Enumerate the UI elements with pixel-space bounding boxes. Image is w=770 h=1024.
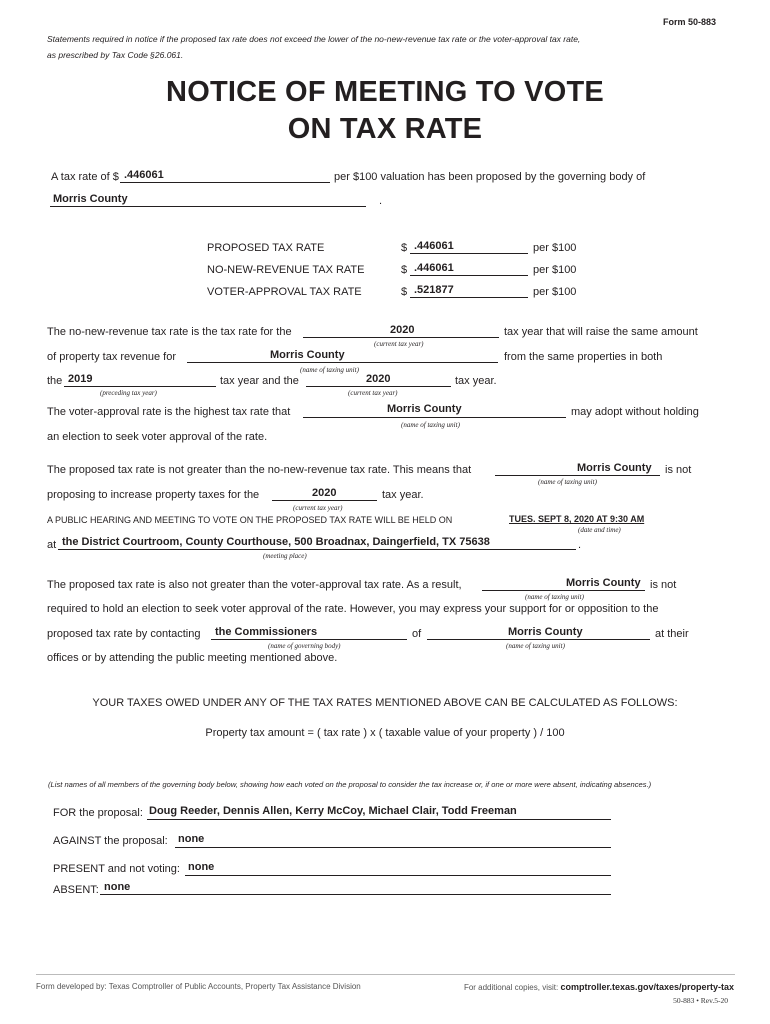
footer-rule xyxy=(36,974,735,975)
va-text-2: may adopt without holding xyxy=(571,406,699,418)
present-label: PRESENT and not voting: xyxy=(53,863,180,875)
nnr-unit[interactable]: Morris County xyxy=(270,349,345,361)
va-unit-line xyxy=(303,417,566,418)
vang-text-1: The proposed tax rate is also not greater than the voter-approval tax rate. As a result, xyxy=(47,579,462,591)
rate-line-proposed xyxy=(410,253,528,254)
absent-label: ABSENT: xyxy=(53,884,99,896)
hearing-at: at xyxy=(47,539,57,551)
against-value[interactable]: none xyxy=(178,833,205,845)
nnr-text-7: tax year. xyxy=(455,375,497,387)
vang-gov[interactable]: the Commissioners xyxy=(215,626,318,638)
absent-value[interactable]: none xyxy=(104,881,131,893)
for-value[interactable]: Doug Reeder, Dennis Allen, Kerry McCoy, Michael Clair, Todd Freeman xyxy=(149,805,517,817)
hearing-date-caption: (date and time) xyxy=(578,526,621,534)
nnr-text-5: the xyxy=(47,375,63,387)
nnr-unit-line xyxy=(187,362,498,363)
title-line-1: NOTICE OF MEETING TO VOTE xyxy=(166,76,604,108)
vang-of: of xyxy=(412,628,422,640)
form-number: Form 50-883 xyxy=(662,17,716,27)
intro-body-line xyxy=(50,206,366,207)
hearing-date[interactable]: TUES. SEPT 8, 2020 AT 9:30 AM xyxy=(509,514,645,524)
list-note: (List names of all members of the governing body below, showing how each voted on the proposal to consider the tax increase or, if one or more were absent, indicating absences.) xyxy=(48,780,652,789)
footer-right xyxy=(464,982,734,992)
nnr-prev-year[interactable]: 2019 xyxy=(68,373,93,385)
hearing-place-caption: (meeting place) xyxy=(263,552,307,560)
against-line xyxy=(175,847,611,848)
rate-dollar-proposed: $ xyxy=(401,242,408,254)
intro-period: . xyxy=(379,195,383,207)
hearing-place[interactable]: the District Courtroom, County Courthouse, 500 Broadnax, Daingerfield, TX 75638 xyxy=(62,536,490,548)
for-label: FOR the proposal: xyxy=(53,807,143,819)
nnr-text-6: tax year and the xyxy=(220,375,299,387)
vang-unit-caption: (name of taxing unit) xyxy=(525,593,584,601)
for-line xyxy=(147,819,611,820)
nnr-unit-caption: (name of taxing unit) xyxy=(300,366,359,374)
ng-text-1: The proposed tax rate is not greater than the no-new-revenue tax rate. This means that xyxy=(47,464,472,476)
rate-value-va[interactable]: .521877 xyxy=(414,284,454,296)
intro-body[interactable]: Morris County xyxy=(53,193,128,205)
ng-text-4: tax year. xyxy=(382,489,424,501)
statement-line-1: Statements required in notice if the proposed tax rate does not exceed the lower of the no-new-revenue tax rate or the voter-approval tax rate, xyxy=(47,34,581,44)
rate-dollar-nnr: $ xyxy=(401,264,408,276)
vang-unit-line xyxy=(482,590,645,591)
ng-unit-caption: (name of taxing unit) xyxy=(538,478,597,486)
vang-text-5: at their xyxy=(655,628,689,640)
present-value[interactable]: none xyxy=(188,861,215,873)
rate-per-proposed: per $100 xyxy=(533,242,577,254)
nnr-cur-year-line xyxy=(306,386,451,387)
ng-unit[interactable]: Morris County xyxy=(577,462,652,474)
va-text-3: an election to seek voter approval of the rate. xyxy=(47,431,268,443)
rate-per-nnr: per $100 xyxy=(533,264,577,276)
hearing-period: . xyxy=(578,539,582,551)
vang-text-6: offices or by attending the public meeting mentioned above. xyxy=(47,652,338,664)
intro-middle: per $100 valuation has been proposed by the governing body of xyxy=(334,171,646,183)
rate-label-nnr: NO-NEW-REVENUE TAX RATE xyxy=(207,264,365,276)
nnr-year-caption: (current tax year) xyxy=(374,340,424,348)
rate-label-va: VOTER-APPROVAL TAX RATE xyxy=(207,286,362,298)
ng-year[interactable]: 2020 xyxy=(312,487,337,499)
ng-text-3: proposing to increase property taxes for the xyxy=(47,489,260,501)
vang-unit2[interactable]: Morris County xyxy=(508,626,583,638)
nnr-text-1: The no-new-revenue tax rate is the tax rate for the xyxy=(47,326,292,338)
footer-rev: 50-883 • Rev.5-20 xyxy=(673,996,728,1005)
rate-value-proposed[interactable]: .446061 xyxy=(414,240,454,252)
nnr-text-4: from the same properties in both xyxy=(504,351,663,363)
vang-gov-line xyxy=(211,639,407,640)
footer-right-prefix: For additional copies, visit: xyxy=(463,983,559,992)
nnr-cur-year[interactable]: 2020 xyxy=(366,373,391,385)
ng-year-line xyxy=(272,500,377,501)
va-text-1: The voter-approval rate is the highest tax rate that xyxy=(47,406,291,418)
footer-left: Form developed by: Texas Comptroller of Public Accounts, Property Tax Assistance Division xyxy=(36,982,361,991)
va-unit-caption: (name of taxing unit) xyxy=(401,421,460,429)
rate-label-proposed: PROPOSED TAX RATE xyxy=(207,242,325,254)
vang-gov-caption: (name of governing body) xyxy=(268,642,341,650)
absent-line xyxy=(100,894,611,895)
ng-unit-line xyxy=(495,475,660,476)
intro-rate[interactable]: .446061 xyxy=(124,169,164,181)
footer-url[interactable]: comptroller.texas.gov/taxes/property-tax xyxy=(560,982,734,992)
vang-text-4: proposed tax rate by contacting xyxy=(47,628,201,640)
hearing-text: A PUBLIC HEARING AND MEETING TO VOTE ON THE PROPOSED TAX RATE WILL BE HELD ON xyxy=(47,515,453,525)
vang-unit2-line xyxy=(427,639,650,640)
rate-dollar-va: $ xyxy=(401,286,408,298)
intro-prefix: A tax rate of $ xyxy=(51,171,119,183)
ng-year-caption: (current tax year) xyxy=(293,504,343,512)
nnr-year[interactable]: 2020 xyxy=(390,324,415,336)
title-line-2: ON TAX RATE xyxy=(287,113,483,145)
vang-text-2: is not xyxy=(650,579,677,591)
rate-per-va: per $100 xyxy=(533,286,577,298)
nnr-cur-year-caption: (current tax year) xyxy=(348,389,398,397)
ng-text-2: is not xyxy=(665,464,692,476)
nnr-prev-year-caption: (preceding tax year) xyxy=(100,389,157,397)
calc-formula: Property tax amount = ( tax rate ) x ( taxable value of your property ) / 100 xyxy=(205,727,565,739)
nnr-text-2: tax year that will raise the same amount xyxy=(504,326,698,338)
intro-rate-line xyxy=(120,182,330,183)
rate-line-va xyxy=(410,297,528,298)
present-line xyxy=(185,875,611,876)
va-unit[interactable]: Morris County xyxy=(387,403,462,415)
rate-value-nnr[interactable]: .446061 xyxy=(414,262,454,274)
vang-unit2-caption: (name of taxing unit) xyxy=(506,642,565,650)
hearing-place-line xyxy=(58,549,576,550)
statement-line-2: as prescribed by Tax Code §26.061. xyxy=(47,50,184,60)
against-label: AGAINST the proposal: xyxy=(53,835,168,847)
calc-heading: YOUR TAXES OWED UNDER ANY OF THE TAX RATES MENTIONED ABOVE CAN BE CALCULATED AS FOLLOWS: xyxy=(92,697,678,709)
nnr-year-line xyxy=(303,337,499,338)
vang-text-3: required to hold an election to seek voter approval of the rate. However, you may express your support for or opposition to the xyxy=(47,603,659,615)
rate-line-nnr xyxy=(410,275,528,276)
vang-unit[interactable]: Morris County xyxy=(566,577,641,589)
nnr-text-3: of property tax revenue for xyxy=(47,351,177,363)
nnr-prev-year-line xyxy=(64,386,216,387)
